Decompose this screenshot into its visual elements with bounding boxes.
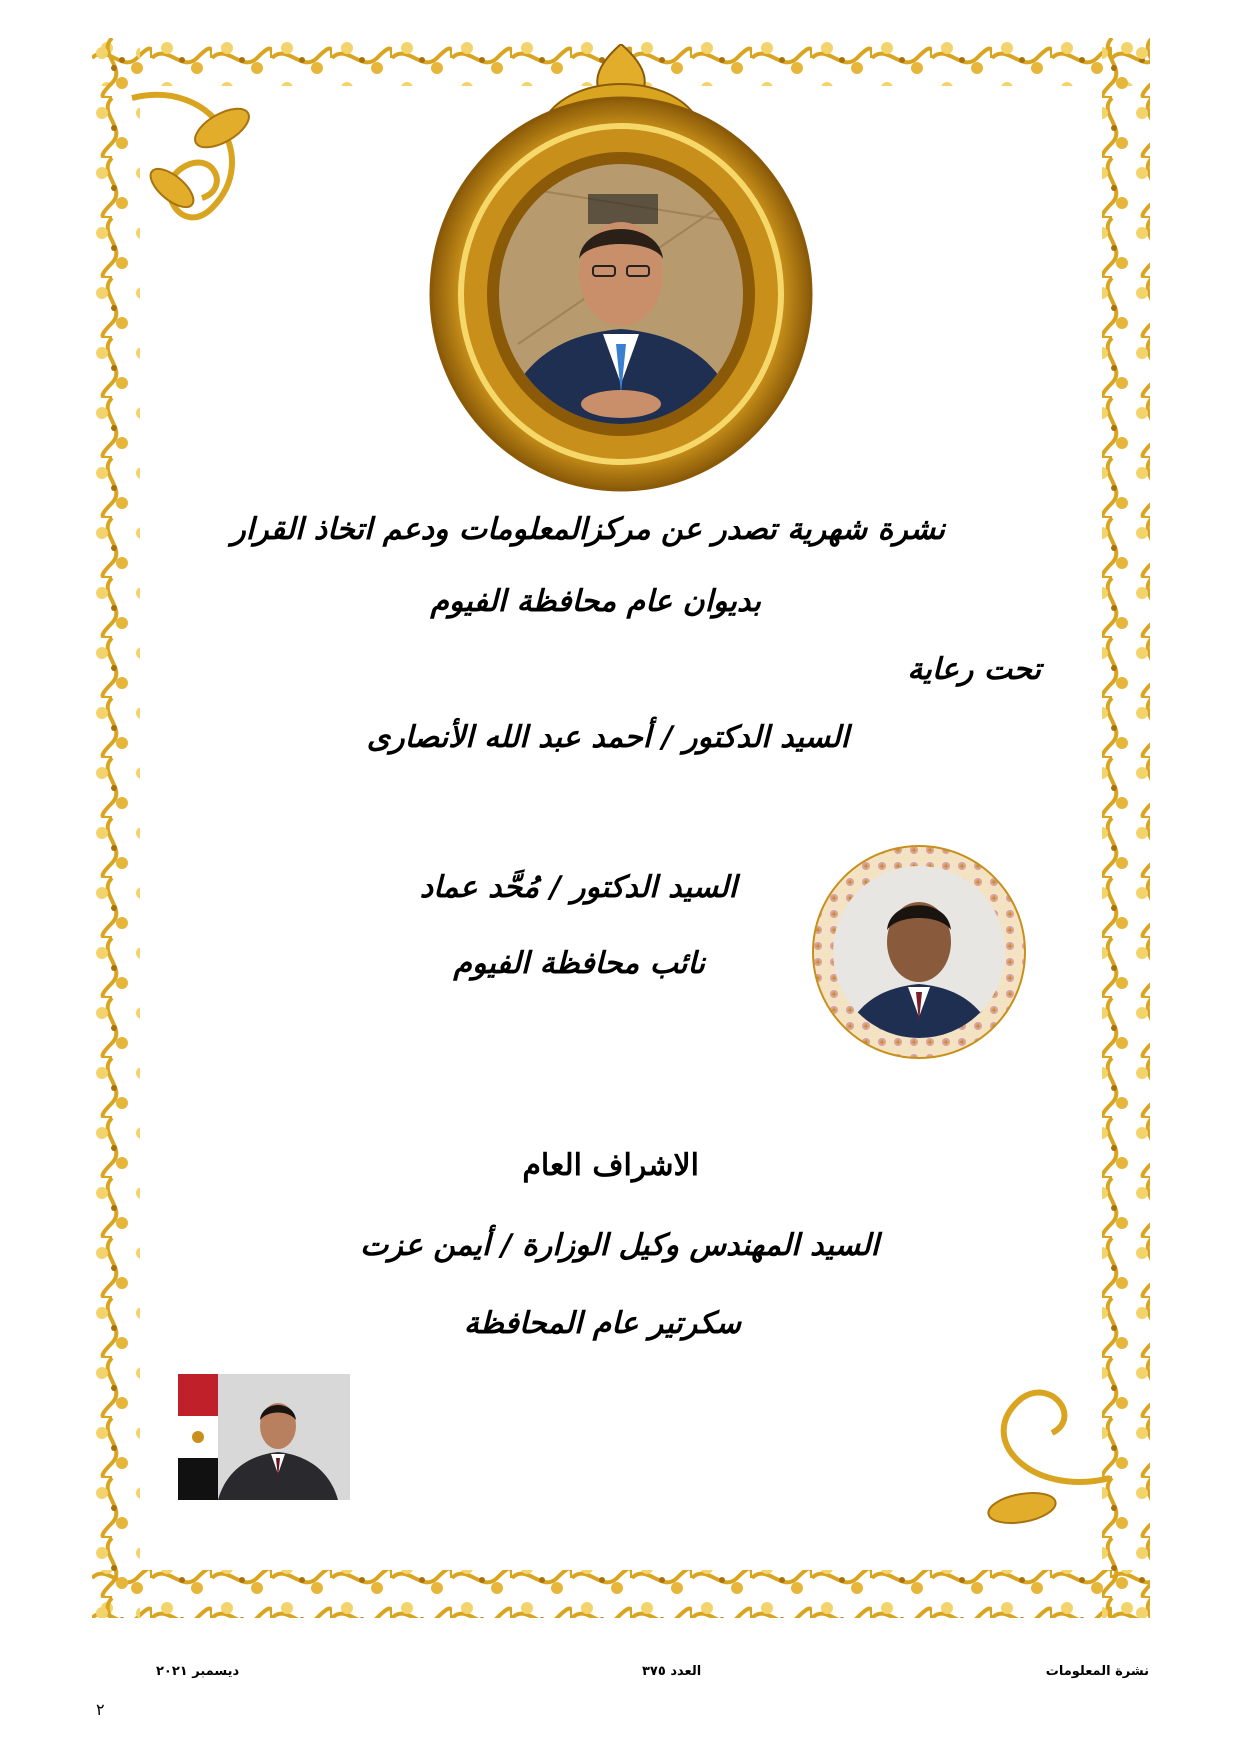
patronage-label: تحت رعاية bbox=[907, 652, 1041, 687]
supervision-label: الاشراف العام bbox=[522, 1148, 699, 1183]
footer-bulletin-name: نشرة المعلومات bbox=[1045, 1664, 1149, 1679]
deputy-portrait bbox=[810, 842, 1028, 1062]
publication-line-2: بديوان عام محافظة الفيوم bbox=[430, 584, 761, 619]
deputy-name: السيد الدكتور / مُحَّد عماد bbox=[419, 870, 737, 905]
supervisor-title: سكرتير عام المحافظة bbox=[463, 1306, 741, 1341]
footer-date: ديسمبر ٢٠٢١ bbox=[156, 1664, 240, 1679]
footer-issue: العدد ٣٧٥ bbox=[642, 1664, 702, 1679]
page-number: ٢ bbox=[96, 1700, 105, 1719]
governor-portrait bbox=[398, 44, 844, 496]
supervisor-portrait bbox=[178, 1374, 350, 1500]
publication-line-1: نشرة شهرية تصدر عن مركزالمعلومات ودعم اتخاذ القرار bbox=[231, 512, 945, 547]
deputy-title: نائب محافظة الفيوم bbox=[453, 946, 705, 981]
supervisor-name: السيد المهندس وكيل الوزارة / أيمن عزت bbox=[360, 1228, 879, 1263]
patron-name: السيد الدكتور / أحمد عبد الله الأنصارى bbox=[366, 720, 849, 755]
